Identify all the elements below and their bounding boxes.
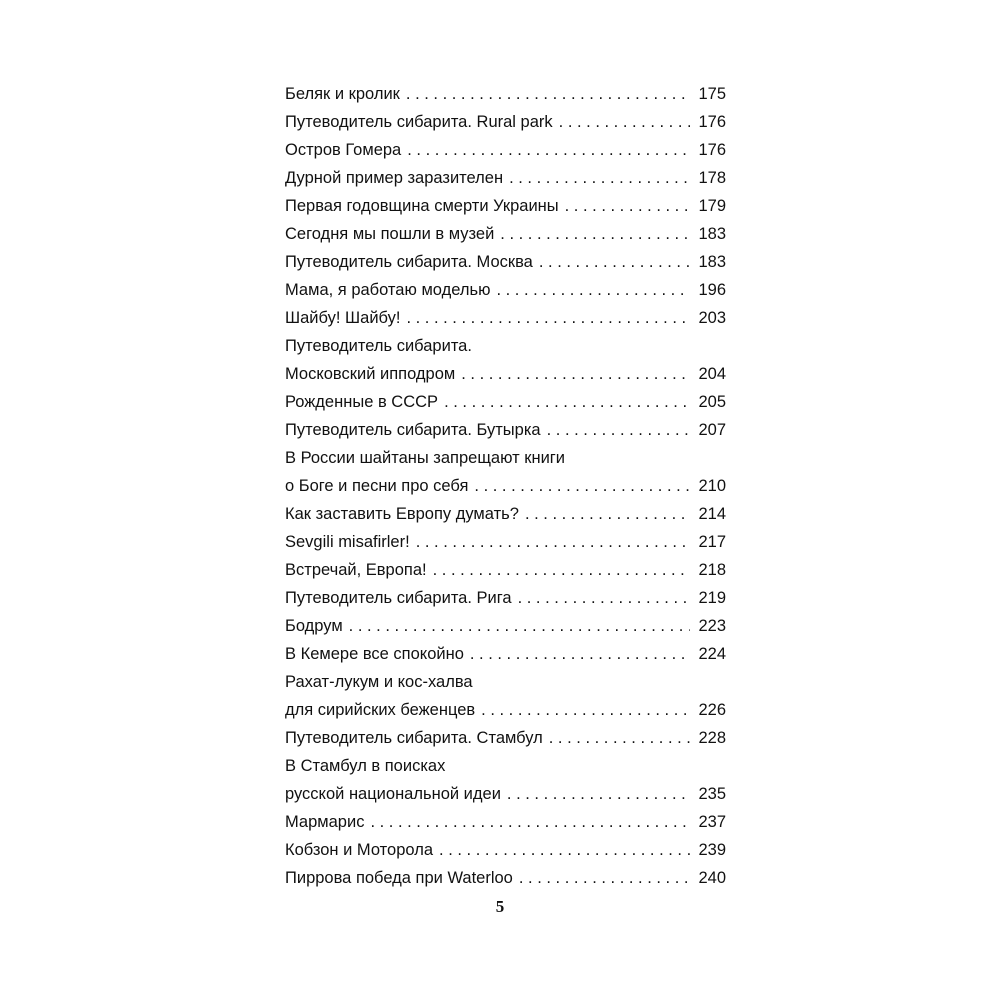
toc-entry (285, 304, 726, 332)
table-of-contents (285, 80, 726, 892)
dot-leader (500, 220, 690, 248)
toc-entry-line (285, 724, 726, 752)
toc-entry-title: Как заставить Европу думать? (285, 505, 519, 523)
toc-entry-page: 207 (698, 421, 726, 439)
toc-entry (285, 724, 726, 752)
toc-entry-title: русской национальной идеи (285, 785, 501, 803)
toc-entry (285, 164, 726, 192)
toc-entry-line (285, 668, 726, 696)
dot-leader (565, 192, 691, 220)
toc-entry (285, 864, 726, 892)
toc-entry-line (285, 332, 726, 360)
toc-entry-title: о Боге и песни про себя (285, 477, 469, 495)
toc-entry (285, 808, 726, 836)
toc-entry-line (285, 584, 726, 612)
toc-entry (285, 248, 726, 276)
toc-entry (285, 276, 726, 304)
toc-entry-title: Мармарис (285, 813, 365, 831)
toc-entry-line (285, 528, 726, 556)
toc-entry-page: 178 (698, 169, 726, 187)
toc-entry-line (285, 220, 726, 248)
toc-entry-title: Первая годовщина смерти Украины (285, 197, 559, 215)
toc-entry-page: 176 (698, 141, 726, 159)
dot-leader (509, 164, 690, 192)
toc-entry-page: 240 (698, 869, 726, 887)
toc-entry-page: 175 (698, 85, 726, 103)
toc-entry (285, 388, 726, 416)
dot-leader (433, 556, 691, 584)
toc-entry-title: Рахат-лукум и кос-халва (285, 673, 473, 691)
toc-entry-page: 226 (698, 701, 726, 719)
toc-entry-title: Встречай, Европа! (285, 561, 427, 579)
toc-entry-title: Путеводитель сибарита. Бутырка (285, 421, 541, 439)
toc-entry-line (285, 304, 726, 332)
dot-leader (525, 500, 691, 528)
dot-leader (519, 864, 691, 892)
toc-entry (285, 416, 726, 444)
dot-leader (370, 808, 690, 836)
toc-entry-line (285, 108, 726, 136)
toc-entry-page: 196 (698, 281, 726, 299)
dot-leader (559, 108, 691, 136)
toc-entry-line (285, 752, 726, 780)
toc-entry-title: В Кемере все спокойно (285, 645, 464, 663)
toc-entry-page: 203 (698, 309, 726, 327)
toc-entry-page: 228 (698, 729, 726, 747)
toc-entry-page: 219 (698, 589, 726, 607)
toc-entry-page: 217 (698, 533, 726, 551)
toc-entry (285, 500, 726, 528)
toc-entry-title: Пиррова победа при Waterloo (285, 869, 513, 887)
toc-entry-title: В России шайтаны запрещают книги (285, 449, 566, 467)
toc-entry-title: Кобзон и Моторола (285, 841, 434, 859)
toc-entry-title: Шайбу! Шайбу! (285, 309, 401, 327)
dot-leader (539, 248, 691, 276)
toc-entry-title: Путеводитель сибарита. Москва (285, 253, 533, 271)
toc-entry-line (285, 276, 726, 304)
toc-entry-page: 237 (698, 813, 726, 831)
toc-entry-title: Остров Гомера (285, 141, 402, 159)
toc-entry-line (285, 612, 726, 640)
toc-entry-line (285, 472, 726, 500)
toc-entry-line (285, 500, 726, 528)
toc-entry (285, 108, 726, 136)
toc-entry-title: Мама, я работаю моделью (285, 281, 491, 299)
toc-entry-line (285, 80, 726, 108)
dot-leader (407, 136, 690, 164)
toc-entry-page: 224 (698, 645, 726, 663)
toc-entry-line (285, 696, 726, 724)
dot-leader (518, 584, 691, 612)
toc-entry (285, 220, 726, 248)
toc-entry-title: Sevgili misafirler! (285, 533, 410, 551)
toc-entry (285, 836, 726, 864)
toc-entry (285, 584, 726, 612)
toc-entry-page: 179 (698, 197, 726, 215)
toc-entry-title: Рожденные в СССР (285, 393, 439, 411)
toc-entry-line (285, 416, 726, 444)
toc-entry (285, 556, 726, 584)
toc-entry-title: В Стамбул в поисках (285, 757, 446, 775)
toc-entry-line (285, 836, 726, 864)
toc-entry-title: Путеводитель сибарита. Rural park (285, 113, 553, 131)
toc-entry-title: Беляк и кролик (285, 85, 400, 103)
toc-entry-page: 176 (698, 113, 726, 131)
toc-entry-title: Дурной пример заразителен (285, 169, 504, 187)
toc-entry-page: 239 (698, 841, 726, 859)
toc-entry-page: 204 (698, 365, 726, 383)
toc-entry-line (285, 808, 726, 836)
toc-entry-page: 183 (698, 225, 726, 243)
toc-entry-line (285, 192, 726, 220)
page-number: 5 (495, 897, 505, 916)
toc-entry-page: 218 (698, 561, 726, 579)
toc-entry-line (285, 360, 726, 388)
toc-entry-line (285, 444, 726, 472)
toc-entry-page: 205 (698, 393, 726, 411)
toc-entry-page: 223 (698, 617, 726, 635)
toc-entry-line (285, 248, 726, 276)
dot-leader (439, 836, 690, 864)
toc-entry-page: 235 (698, 785, 726, 803)
dot-leader (547, 416, 691, 444)
toc-entry-title: Путеводитель сибарита. (285, 337, 472, 355)
toc-entry-title: для сирийских беженцев (285, 701, 476, 719)
toc-entry-title: Бодрум (285, 617, 343, 635)
dot-leader (406, 304, 690, 332)
dot-leader (481, 696, 690, 724)
toc-entry-title: Путеводитель сибарита. Стамбул (285, 729, 543, 747)
toc-entry-page: 183 (698, 253, 726, 271)
toc-entry-title: Путеводитель сибарита. Рига (285, 589, 512, 607)
dot-leader (416, 528, 691, 556)
dot-leader (406, 80, 691, 108)
toc-entry-line (285, 136, 726, 164)
toc-entry-line (285, 556, 726, 584)
toc-entry (285, 612, 726, 640)
toc-entry (285, 640, 726, 668)
toc-entry-line (285, 164, 726, 192)
toc-entry (285, 80, 726, 108)
toc-entry-title: Московский ипподром (285, 365, 456, 383)
toc-entry (285, 528, 726, 556)
toc-entry-title: Сегодня мы пошли в музей (285, 225, 495, 243)
toc-entry-page: 214 (698, 505, 726, 523)
dot-leader (507, 780, 691, 808)
toc-entry-line (285, 388, 726, 416)
toc-entry-line (285, 640, 726, 668)
toc-entry (285, 192, 726, 220)
dot-leader (496, 276, 690, 304)
toc-entry-page: 210 (698, 477, 726, 495)
toc-entry (285, 668, 726, 724)
dot-leader (470, 640, 691, 668)
dot-leader (444, 388, 690, 416)
dot-leader (474, 472, 690, 500)
dot-leader (549, 724, 691, 752)
toc-entry (285, 444, 726, 500)
toc-entry-line (285, 864, 726, 892)
dot-leader (349, 612, 691, 640)
toc-entry (285, 332, 726, 388)
toc-entry (285, 752, 726, 808)
dot-leader (461, 360, 690, 388)
toc-entry (285, 136, 726, 164)
toc-entry-line (285, 780, 726, 808)
